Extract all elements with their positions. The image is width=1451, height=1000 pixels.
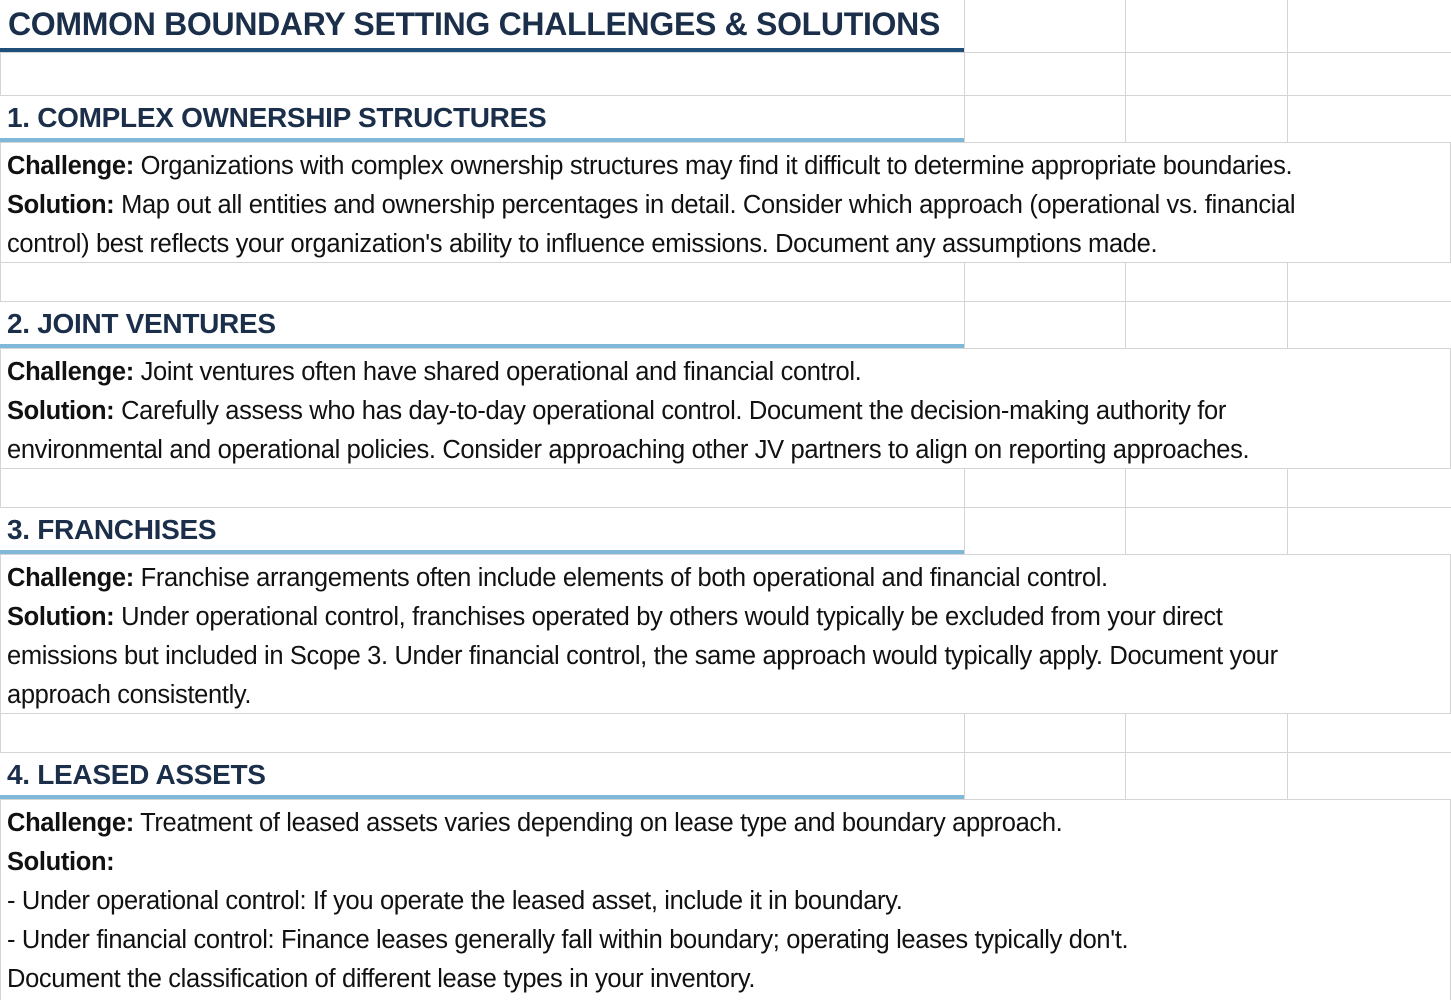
empty-cell[interactable]: [0, 469, 964, 507]
section-body-cell[interactable]: [0, 555, 1451, 713]
section-body-cell[interactable]: [0, 800, 1451, 1000]
solution-text: Carefully assess who has day-to-day operational control. Document the decision-making authority for: [121, 397, 1226, 425]
challenge-label: Challenge:: [7, 358, 134, 386]
section-body-cell[interactable]: [0, 349, 1451, 468]
solution-line: [7, 392, 1446, 431]
challenge-text: Treatment of leased assets varies depending on lease type and boundary approach.: [140, 809, 1063, 837]
empty-cell[interactable]: [964, 263, 1125, 301]
empty-cell[interactable]: [1287, 0, 1451, 52]
empty-cell[interactable]: [964, 714, 1125, 752]
solution-text: Under operational control, franchises operated by others would typically be excluded from your direct: [121, 603, 1223, 631]
solution-text-line: emissions but included in Scope 3. Under financial control, the same approach would typically apply. Document your: [7, 642, 1278, 670]
empty-cell[interactable]: [964, 53, 1125, 95]
section-body-text: [7, 147, 1446, 264]
solution-text-line: - Under financial control: Finance leases generally fall within boundary; operating leases typically don't.: [7, 926, 1129, 954]
section-heading-row: [0, 302, 1451, 349]
solution-text-line: - Under operational control: If you operate the leased asset, include it in boundary.: [7, 887, 903, 915]
section-heading-cell[interactable]: [0, 302, 964, 348]
empty-cell[interactable]: [1287, 53, 1451, 95]
challenge-line: [7, 804, 1446, 843]
empty-cell[interactable]: [0, 53, 964, 95]
empty-cell[interactable]: [1287, 302, 1451, 348]
empty-cell[interactable]: [0, 714, 964, 752]
empty-cell[interactable]: [1287, 96, 1451, 142]
section-heading: 1. COMPLEX OWNERSHIP STRUCTURES: [7, 102, 547, 133]
page-title: COMMON BOUNDARY SETTING CHALLENGES & SOLUTIONS: [8, 6, 940, 42]
title-row: [0, 0, 1451, 53]
empty-cell[interactable]: [1287, 469, 1451, 507]
solution-label: Solution:: [7, 191, 115, 219]
section-heading-cell[interactable]: [0, 753, 964, 799]
empty-cell[interactable]: [0, 263, 964, 301]
solution-label: Solution:: [7, 603, 115, 631]
empty-row: [0, 263, 1451, 302]
challenge-text: Organizations with complex ownership structures may find it difficult to determine appropriate boundaries.: [140, 152, 1293, 180]
solution-line: [7, 843, 1446, 882]
challenge-text: Joint ventures often have shared operational and financial control.: [140, 358, 862, 386]
solution-line: [7, 186, 1446, 225]
section-body-text: [7, 559, 1446, 715]
empty-cell[interactable]: [1125, 714, 1287, 752]
challenge-label: Challenge:: [7, 152, 134, 180]
section-body-text: [7, 804, 1446, 999]
empty-cell[interactable]: [964, 469, 1125, 507]
section-heading: 4. LEASED ASSETS: [7, 759, 266, 790]
empty-cell[interactable]: [1125, 96, 1287, 142]
solution-label: Solution:: [7, 397, 115, 425]
section-heading-row: [0, 96, 1451, 143]
challenge-line: [7, 559, 1446, 598]
empty-cell[interactable]: [1287, 753, 1451, 799]
section-body-row: [0, 143, 1451, 263]
title-cell[interactable]: [0, 0, 964, 52]
empty-cell[interactable]: [1125, 508, 1287, 554]
empty-cell[interactable]: [1125, 263, 1287, 301]
empty-row: [0, 714, 1451, 753]
section-heading: 3. FRANCHISES: [7, 514, 217, 545]
empty-cell[interactable]: [1125, 753, 1287, 799]
empty-cell[interactable]: [1287, 508, 1451, 554]
solution-line: [7, 598, 1446, 637]
challenge-line: [7, 353, 1446, 392]
section-heading-row: [0, 508, 1451, 555]
empty-row: [0, 53, 1451, 96]
empty-cell[interactable]: [1287, 714, 1451, 752]
solution-text-line: environmental and operational policies. Consider approaching other JV partners to align on reporting approaches.: [7, 436, 1250, 464]
solution-text-line: control) best reflects your organization's ability to influence emissions. Document any assumptions made.: [7, 230, 1158, 258]
solution-text-line: Document the classification of different lease types in your inventory.: [7, 965, 756, 993]
empty-cell[interactable]: [964, 508, 1125, 554]
section-body-row: [0, 555, 1451, 714]
empty-cell[interactable]: [964, 302, 1125, 348]
section-body-row: [0, 800, 1451, 1000]
solution-text: Map out all entities and ownership percentages in detail. Consider which approach (operational vs. financial: [121, 191, 1296, 219]
section-body-cell[interactable]: [0, 143, 1451, 262]
challenge-text: Franchise arrangements often include elements of both operational and financial control.: [140, 564, 1108, 592]
empty-cell[interactable]: [1125, 469, 1287, 507]
empty-cell[interactable]: [1125, 0, 1287, 52]
empty-cell[interactable]: [1125, 302, 1287, 348]
section-heading: 2. JOINT VENTURES: [7, 308, 276, 339]
section-heading-cell[interactable]: [0, 508, 964, 554]
solution-text-line: approach consistently.: [7, 681, 252, 709]
empty-cell[interactable]: [1287, 263, 1451, 301]
empty-cell[interactable]: [964, 753, 1125, 799]
empty-row: [0, 469, 1451, 508]
section-body-row: [0, 349, 1451, 469]
section-heading-cell[interactable]: [0, 96, 964, 142]
section-heading-row: [0, 753, 1451, 800]
empty-cell[interactable]: [1125, 53, 1287, 95]
challenge-label: Challenge:: [7, 809, 134, 837]
solution-label: Solution:: [7, 848, 115, 876]
challenge-label: Challenge:: [7, 564, 134, 592]
section-body-text: [7, 353, 1446, 470]
empty-cell[interactable]: [964, 96, 1125, 142]
empty-cell[interactable]: [964, 0, 1125, 52]
challenge-line: [7, 147, 1446, 186]
